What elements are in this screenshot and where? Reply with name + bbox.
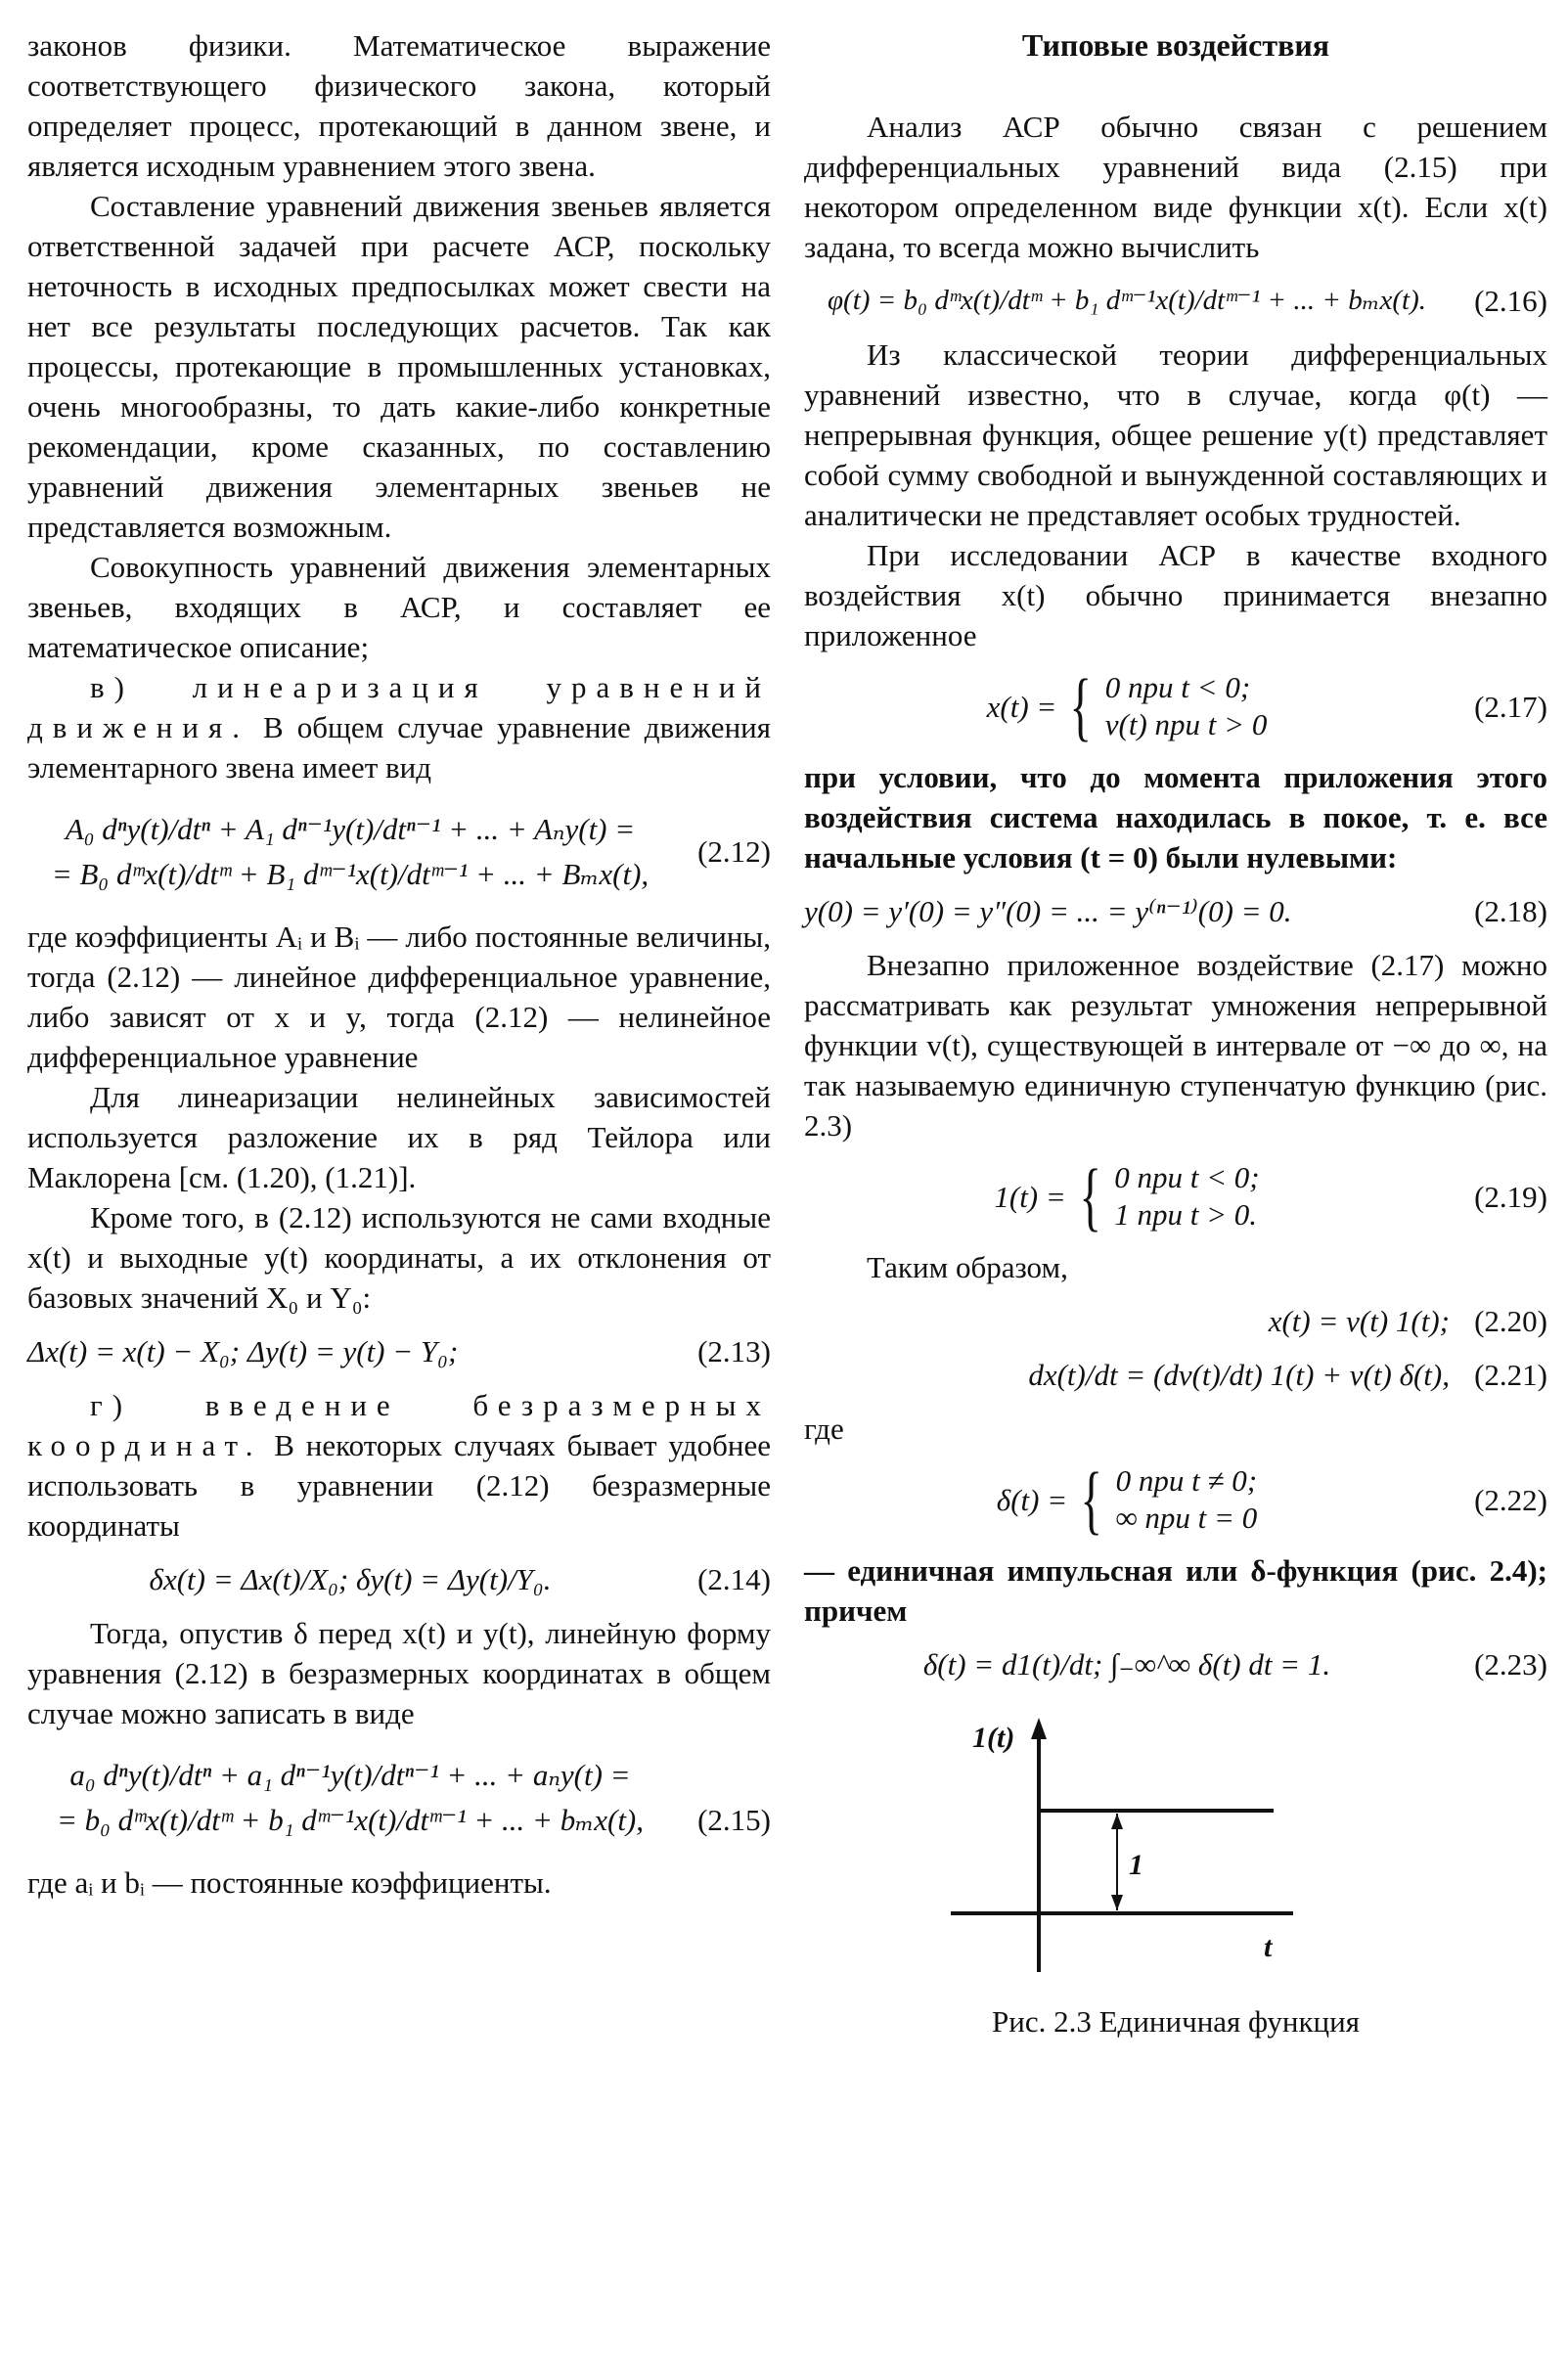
- left-paragraph-1: законов физики. Математическое выражение соответствующего физического закона, который определяет процесс, протекающий в данном звене, и является исходным уравнением этого звена.: [27, 28, 771, 183]
- fig-x-label: t: [1264, 1931, 1273, 1963]
- equation-2-19: [804, 1153, 1547, 1238]
- left-paragraph-8-text: В некоторых случаях бывает удобнее использовать в уравнении (2.12) безразмерные координаты: [27, 1428, 771, 1543]
- left-brace: {: [1079, 1153, 1101, 1238]
- equation-2-22-case-2: ∞ при t = 0: [1115, 1501, 1258, 1535]
- equation-number-2-12: (2.12): [697, 834, 771, 869]
- left-brace: {: [1080, 1457, 1103, 1542]
- equation-2-20-body: x(t) = v(t) 1(t);: [1268, 1304, 1450, 1338]
- right-paragraph-7: где: [804, 1412, 844, 1446]
- left-paragraph-9: Тогда, опустив δ перед x(t) и y(t), линейную форму уравнения (2.12) в безразмерных координатах в общем случае можно записать в виде: [27, 1616, 771, 1730]
- equation-2-16: [804, 281, 1547, 321]
- equation-2-12: [27, 807, 771, 897]
- right-paragraph-5: Внезапно приложенное воздействие (2.17) можно рассматривать как результат умножения непрерывной функции v(t), существующей в интервале от −∞ до ∞, на так называемую единичную ступенчатую функцию (рис. 2.3): [804, 948, 1547, 1143]
- equation-number-2-22: (2.22): [1474, 1482, 1547, 1517]
- left-paragraph-6: Для линеаризации нелинейных зависимостей используется разложение их в ряд Тейлора или Маклорена [см. (1.20), (1.21)].: [27, 1080, 771, 1194]
- right-paragraph-4: при условии, что до момента приложения этого воздействия система находилась в покое, т. е. все начальные условия (t = 0) были нулевыми:: [804, 760, 1547, 875]
- section-label-linearization: в) линеаризация уравнений движения.: [27, 670, 771, 744]
- dimension-arrow-down-icon: [1111, 1895, 1123, 1910]
- left-paragraph-7: Кроме того, в (2.12) используются не сами входные x(t) и выходные y(t) координаты, а их отклонения от базовых значений X₀ и Y₀:: [27, 1200, 771, 1315]
- dimension-arrow-up-icon: [1111, 1814, 1123, 1829]
- equation-2-16-body: φ(t) = b₀ dᵐx(t)/dtᵐ + b₁ dᵐ⁻¹x(t)/dtᵐ⁻¹ + ... + bₘx(t).: [828, 285, 1426, 316]
- left-brace: {: [1069, 663, 1093, 748]
- equation-number-2-15: (2.15): [697, 1803, 771, 1837]
- fig-y-label: 1(t): [972, 1722, 1015, 1754]
- equation-number-2-14: (2.14): [697, 1562, 771, 1596]
- left-paragraph-8: [27, 1385, 771, 1546]
- equation-2-19-case-1: 0 при t < 0;: [1114, 1160, 1260, 1194]
- left-column: [27, 25, 771, 1903]
- equation-2-15-line-2: = b₀ dᵐx(t)/dtᵐ + b₁ dᵐ⁻¹x(t)/dtᵐ⁻¹ + ... + bₘx(t),: [56, 1803, 645, 1837]
- equation-number-2-19: (2.19): [1474, 1179, 1547, 1214]
- equation-2-21: [804, 1355, 1547, 1395]
- equation-2-14-body: δx(t) = Δx(t)/X₀; δy(t) = Δy(t)/Y₀.: [149, 1562, 552, 1596]
- right-column: [804, 25, 1547, 2041]
- right-paragraph-1: Анализ АСР обычно связан с решением дифференциальных уравнений вида (2.15) при некотором определенном виде функции x(t). Если x(t) задана, то всегда можно вычислить: [804, 110, 1547, 264]
- equation-2-19-lhs: 1(t) =: [994, 1179, 1066, 1214]
- left-paragraph-4: [27, 667, 771, 787]
- left-paragraph-2: Составление уравнений движения звеньев является ответственной задачей при расчете АСР, поскольку неточность в исходных предпосылках может свести на нет все результаты последующих расчетов. Так как процессы, протекающие в промышленных установках, очень многообразны, то дать какие-либо конкретные рекомендации, кроме сказанных, по составлению уравнений движения элементарных звеньев не представляется возможным.: [27, 189, 771, 544]
- left-paragraph-4-text: В общем случае уравнение движения элементарного звена имеет вид: [27, 710, 772, 785]
- left-paragraph-3: Совокупность уравнений движения элементарных звеньев, входящих в АСР, и составляет ее математическое описание;: [27, 550, 771, 664]
- equation-2-21-body: dx(t)/dt = (dv(t)/dt) 1(t) + v(t) δ(t),: [1028, 1358, 1450, 1392]
- equation-2-13-body: Δx(t) = x(t) − X₀; Δy(t) = y(t) − Y₀;: [27, 1334, 459, 1368]
- section-heading: Типовые воздействия: [1021, 27, 1330, 63]
- y-axis-arrow-icon: [1031, 1718, 1047, 1739]
- equation-2-12-line-2: = B₀ dᵐx(t)/dtᵐ + B₁ dᵐ⁻¹x(t)/dtᵐ⁻¹ + ... + Bₘx(t),: [51, 857, 650, 891]
- equation-2-23-body: δ(t) = d1(t)/dt; ∫₋∞^∞ δ(t) dt = 1.: [922, 1647, 1331, 1682]
- equation-2-13: [27, 1331, 771, 1371]
- equation-2-17-lhs: x(t) =: [986, 689, 1057, 724]
- right-paragraph-3: При исследовании АСР в качестве входного воздействия x(t) обычно принимается внезапно приложенное: [804, 538, 1547, 652]
- equation-number-2-17: (2.17): [1474, 689, 1547, 724]
- equation-2-20: [804, 1301, 1547, 1341]
- equation-number-2-18: (2.18): [1474, 894, 1547, 928]
- unit-step-plot: [804, 1708, 1547, 2001]
- equation-2-22: [804, 1457, 1547, 1542]
- equation-2-23: [804, 1644, 1547, 1684]
- equation-number-2-13: (2.13): [697, 1334, 771, 1368]
- equation-2-12-line-1: A₀ dⁿy(t)/dtⁿ + A₁ dⁿ⁻¹y(t)/dtⁿ⁻¹ + ... + Aₙy(t) =: [65, 812, 636, 846]
- equation-2-17-case-2: v(t) при t > 0: [1104, 707, 1268, 741]
- equation-number-2-20: (2.20): [1474, 1304, 1547, 1338]
- equation-number-2-16: (2.16): [1474, 284, 1547, 318]
- fig-step-label: 1: [1129, 1849, 1143, 1881]
- left-paragraph-10: где aᵢ и bᵢ — постоянные коэффициенты.: [27, 1865, 552, 1900]
- right-paragraph-2: Из классической теории дифференциальных уравнений известно, что в случае, когда φ(t) — непрерывная функция, общее решение y(t) представляет собой сумму свободной и вынужденной составляющих и аналитически не представляет особых трудностей.: [804, 337, 1547, 532]
- equation-2-19-case-2: 1 при t > 0.: [1114, 1197, 1258, 1232]
- equation-2-18: [804, 891, 1547, 931]
- right-paragraph-8: — единичная импульсная или δ-функция (рис. 2.4); причем: [804, 1553, 1547, 1628]
- equation-number-2-21: (2.21): [1474, 1358, 1547, 1392]
- equation-2-18-body: y(0) = y′(0) = y″(0) = ... = y⁽ⁿ⁻¹⁾(0) = 0.: [804, 894, 1292, 928]
- left-paragraph-5: где коэффициенты Aᵢ и Bᵢ — либо постоянные величины, тогда (2.12) — линейное дифференциальное уравнение, либо зависят от x и y, тогда (2.12) — нелинейное дифференциальное уравнение: [27, 919, 771, 1074]
- equation-2-22-lhs: δ(t) =: [996, 1482, 1068, 1517]
- figure-caption: Рис. 2.3 Единичная функция: [992, 2004, 1360, 2039]
- right-paragraph-6: Таким образом,: [867, 1250, 1068, 1284]
- equation-2-14: [27, 1559, 771, 1599]
- equation-2-15-line-1: a₀ dⁿy(t)/dtⁿ + a₁ dⁿ⁻¹y(t)/dtⁿ⁻¹ + ... + aₙy(t) =: [69, 1758, 631, 1792]
- figure-unit-step: [804, 1708, 1547, 2001]
- equation-2-22-case-1: 0 при t ≠ 0;: [1115, 1463, 1258, 1498]
- equation-2-17-case-1: 0 при t < 0;: [1104, 670, 1251, 704]
- equation-2-15: [27, 1753, 771, 1843]
- section-label-dimensionless: г) введение безразмерных координат.: [27, 1388, 771, 1462]
- equation-number-2-23: (2.23): [1474, 1647, 1547, 1682]
- equation-2-17: [804, 663, 1547, 748]
